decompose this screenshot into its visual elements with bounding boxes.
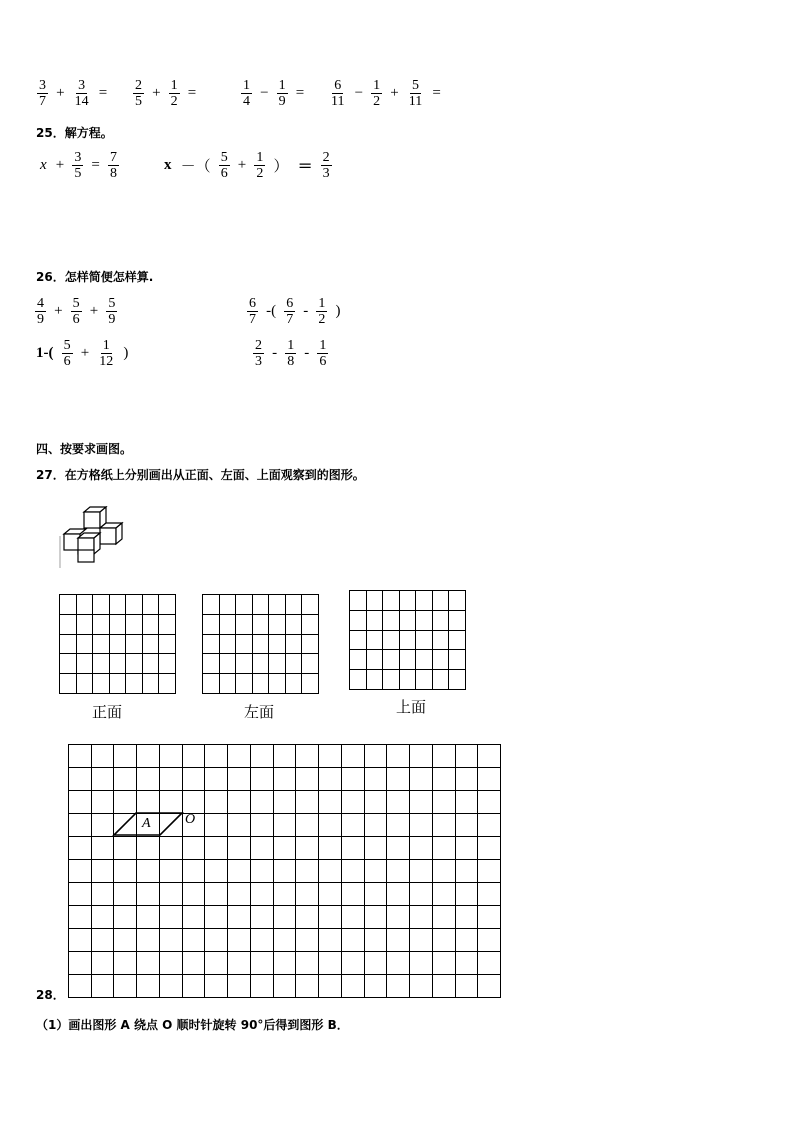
grid-cell[interactable]	[220, 615, 237, 635]
q28-label: 28．	[36, 988, 65, 1002]
grid-cell[interactable]	[383, 611, 400, 631]
grid-cell[interactable]	[286, 595, 303, 615]
grid-cell[interactable]	[253, 635, 270, 655]
q25-label: 25．解方程。	[36, 126, 113, 140]
grid-cell[interactable]	[269, 615, 286, 635]
calc-expr-4: $\frac{6}{11}$ − $\frac{1}{2}$ + $\frac{5}{11}$ =	[331, 78, 441, 109]
grid-cell[interactable]	[400, 631, 417, 651]
grid-cell[interactable]	[126, 595, 143, 615]
grid-cell[interactable]	[449, 631, 466, 651]
q26-expr-3: 1-( $\frac{5}{6}$ + $\frac{1}{12}$ )	[36, 338, 129, 369]
grid-cell[interactable]	[159, 635, 176, 655]
grid-cell[interactable]	[302, 615, 319, 635]
grid-cell[interactable]	[159, 615, 176, 635]
grid-cell[interactable]	[60, 615, 77, 635]
grid-cell[interactable]	[236, 635, 253, 655]
grid-cell[interactable]	[203, 635, 220, 655]
grid-cell[interactable]	[126, 654, 143, 674]
section-4-heading: 四、按要求画图。	[36, 442, 133, 456]
grid-cell[interactable]	[77, 674, 94, 694]
left-view-label: 左面	[244, 703, 275, 721]
grid-cell[interactable]	[367, 591, 384, 611]
grid-cell[interactable]	[220, 595, 237, 615]
grid-cell[interactable]	[93, 654, 110, 674]
grid-cell[interactable]	[159, 674, 176, 694]
calc-expr-3: $\frac{1}{4}$ − $\frac{1}{9}$ =	[243, 78, 305, 109]
grid-cell[interactable]	[220, 635, 237, 655]
grid-cell[interactable]	[77, 654, 94, 674]
grid-cell[interactable]	[449, 611, 466, 631]
grid-cell[interactable]	[93, 595, 110, 615]
calc-expr-2: $\frac{2}{5}$ + $\frac{1}{2}$ =	[135, 78, 197, 109]
grid-cell[interactable]	[77, 635, 94, 655]
q27-label: 27．在方格纸上分别画出从正面、左面、上面观察到的图形。	[36, 468, 365, 482]
grid-cell[interactable]	[220, 654, 237, 674]
grid-cell[interactable]	[60, 674, 77, 694]
grid-cell[interactable]	[236, 654, 253, 674]
q28-instruction: （1）画出图形 A 绕点 O 顺时针旋转 90°后得到图形 B．	[36, 1018, 349, 1032]
grid-cell[interactable]	[367, 650, 384, 670]
grid-cell[interactable]	[143, 674, 160, 694]
grid-cell[interactable]	[416, 631, 433, 651]
shape-a-label: A	[142, 816, 151, 831]
grid-cell[interactable]	[253, 654, 270, 674]
grid-cell[interactable]	[350, 611, 367, 631]
grid-cell[interactable]	[400, 670, 417, 690]
grid-cell[interactable]	[93, 674, 110, 694]
grid-cell[interactable]	[433, 591, 450, 611]
grid-cell[interactable]	[400, 650, 417, 670]
grid-cell[interactable]	[236, 615, 253, 635]
grid-cell[interactable]	[350, 591, 367, 611]
grid-cell[interactable]	[77, 595, 94, 615]
grid-cell[interactable]	[286, 674, 303, 694]
grid-cell[interactable]	[269, 595, 286, 615]
grid-cell[interactable]	[350, 670, 367, 690]
grid-cell[interactable]	[449, 591, 466, 611]
grid-cell[interactable]	[286, 635, 303, 655]
q26-expr-1: $\frac{4}{9}$ + $\frac{5}{6}$ + $\frac{5}{9}$	[37, 296, 116, 327]
grid-cell[interactable]	[110, 635, 127, 655]
grid-cell[interactable]	[60, 635, 77, 655]
grid-cell[interactable]	[110, 654, 127, 674]
q25-equation-1: x + $\frac{3}{5}$ = $\frac{7}{8}$	[40, 150, 117, 181]
top-view-grid[interactable]	[349, 590, 466, 690]
front-view-label: 正面	[92, 703, 123, 721]
grid-cell[interactable]	[110, 595, 127, 615]
point-o-label: O	[185, 812, 196, 827]
q26-label: 26．怎样简便怎样算.	[36, 270, 154, 284]
grid-cell[interactable]	[416, 650, 433, 670]
grid-cell[interactable]	[367, 631, 384, 651]
grid-cell[interactable]	[143, 654, 160, 674]
grid-cell[interactable]	[236, 595, 253, 615]
grid-cell[interactable]	[350, 631, 367, 651]
grid-cell[interactable]	[60, 654, 77, 674]
calc-expr-1: $\frac{3}{7}$ + $\frac{3}{14}$ =	[39, 78, 108, 109]
grid-cell[interactable]	[383, 650, 400, 670]
grid-cell[interactable]	[383, 670, 400, 690]
grid-cell[interactable]	[93, 615, 110, 635]
grid-cell[interactable]	[286, 615, 303, 635]
grid-cell[interactable]	[60, 595, 77, 615]
grid-cell[interactable]	[302, 595, 319, 615]
grid-cell[interactable]	[143, 595, 160, 615]
grid-cell[interactable]	[367, 670, 384, 690]
cube-figure	[54, 506, 136, 570]
q26-expr-2: $\frac{6}{7}$ -( $\frac{6}{7}$ - $\frac{1}{2}$ )	[249, 296, 341, 327]
grid-cell[interactable]	[143, 635, 160, 655]
grid-cell[interactable]	[143, 615, 160, 635]
rotation-figure	[68, 744, 508, 1004]
grid-cell[interactable]	[433, 611, 450, 631]
grid-cell[interactable]	[126, 635, 143, 655]
grid-cell[interactable]	[203, 674, 220, 694]
grid-cell[interactable]	[159, 595, 176, 615]
grid-cell[interactable]	[433, 650, 450, 670]
grid-cell[interactable]	[269, 674, 286, 694]
grid-cell[interactable]	[126, 674, 143, 694]
grid-cell[interactable]	[449, 670, 466, 690]
grid-cell[interactable]	[269, 635, 286, 655]
grid-cell[interactable]	[253, 595, 270, 615]
grid-cell[interactable]	[126, 615, 143, 635]
grid-cell[interactable]	[236, 674, 253, 694]
grid-cell[interactable]	[159, 654, 176, 674]
q26-expr-4: $\frac{2}{3}$ - $\frac{1}{8}$ - $\frac{1}{6}$	[255, 338, 327, 369]
grid-cell[interactable]	[253, 615, 270, 635]
grid-cell[interactable]	[367, 611, 384, 631]
grid-cell[interactable]	[383, 631, 400, 651]
grid-cell[interactable]	[110, 674, 127, 694]
grid-cell[interactable]	[400, 611, 417, 631]
grid-cell[interactable]	[203, 595, 220, 615]
grid-cell[interactable]	[93, 635, 110, 655]
grid-cell[interactable]	[416, 670, 433, 690]
grid-cell[interactable]	[449, 650, 466, 670]
grid-cell[interactable]	[433, 670, 450, 690]
left-view-grid[interactable]	[202, 594, 319, 694]
grid-cell[interactable]	[433, 631, 450, 651]
grid-cell[interactable]	[302, 654, 319, 674]
grid-cell[interactable]	[302, 674, 319, 694]
grid-cell[interactable]	[416, 611, 433, 631]
grid-cell[interactable]	[302, 635, 319, 655]
grid-cell[interactable]	[220, 674, 237, 694]
grid-cell[interactable]	[400, 591, 417, 611]
grid-cell[interactable]	[269, 654, 286, 674]
top-view-label: 上面	[396, 698, 427, 716]
grid-cell[interactable]	[253, 674, 270, 694]
grid-cell[interactable]	[350, 650, 367, 670]
grid-cell[interactable]	[203, 615, 220, 635]
grid-cell[interactable]	[77, 615, 94, 635]
grid-cell[interactable]	[416, 591, 433, 611]
grid-cell[interactable]	[286, 654, 303, 674]
grid-cell[interactable]	[110, 615, 127, 635]
q25-equation-2: x －（ $\frac{5}{6}$ + $\frac{1}{2}$ ） ＝ $\frac{2}{3}$	[164, 150, 330, 181]
front-view-grid[interactable]	[59, 594, 176, 694]
grid-cell[interactable]	[383, 591, 400, 611]
grid-cell[interactable]	[203, 654, 220, 674]
